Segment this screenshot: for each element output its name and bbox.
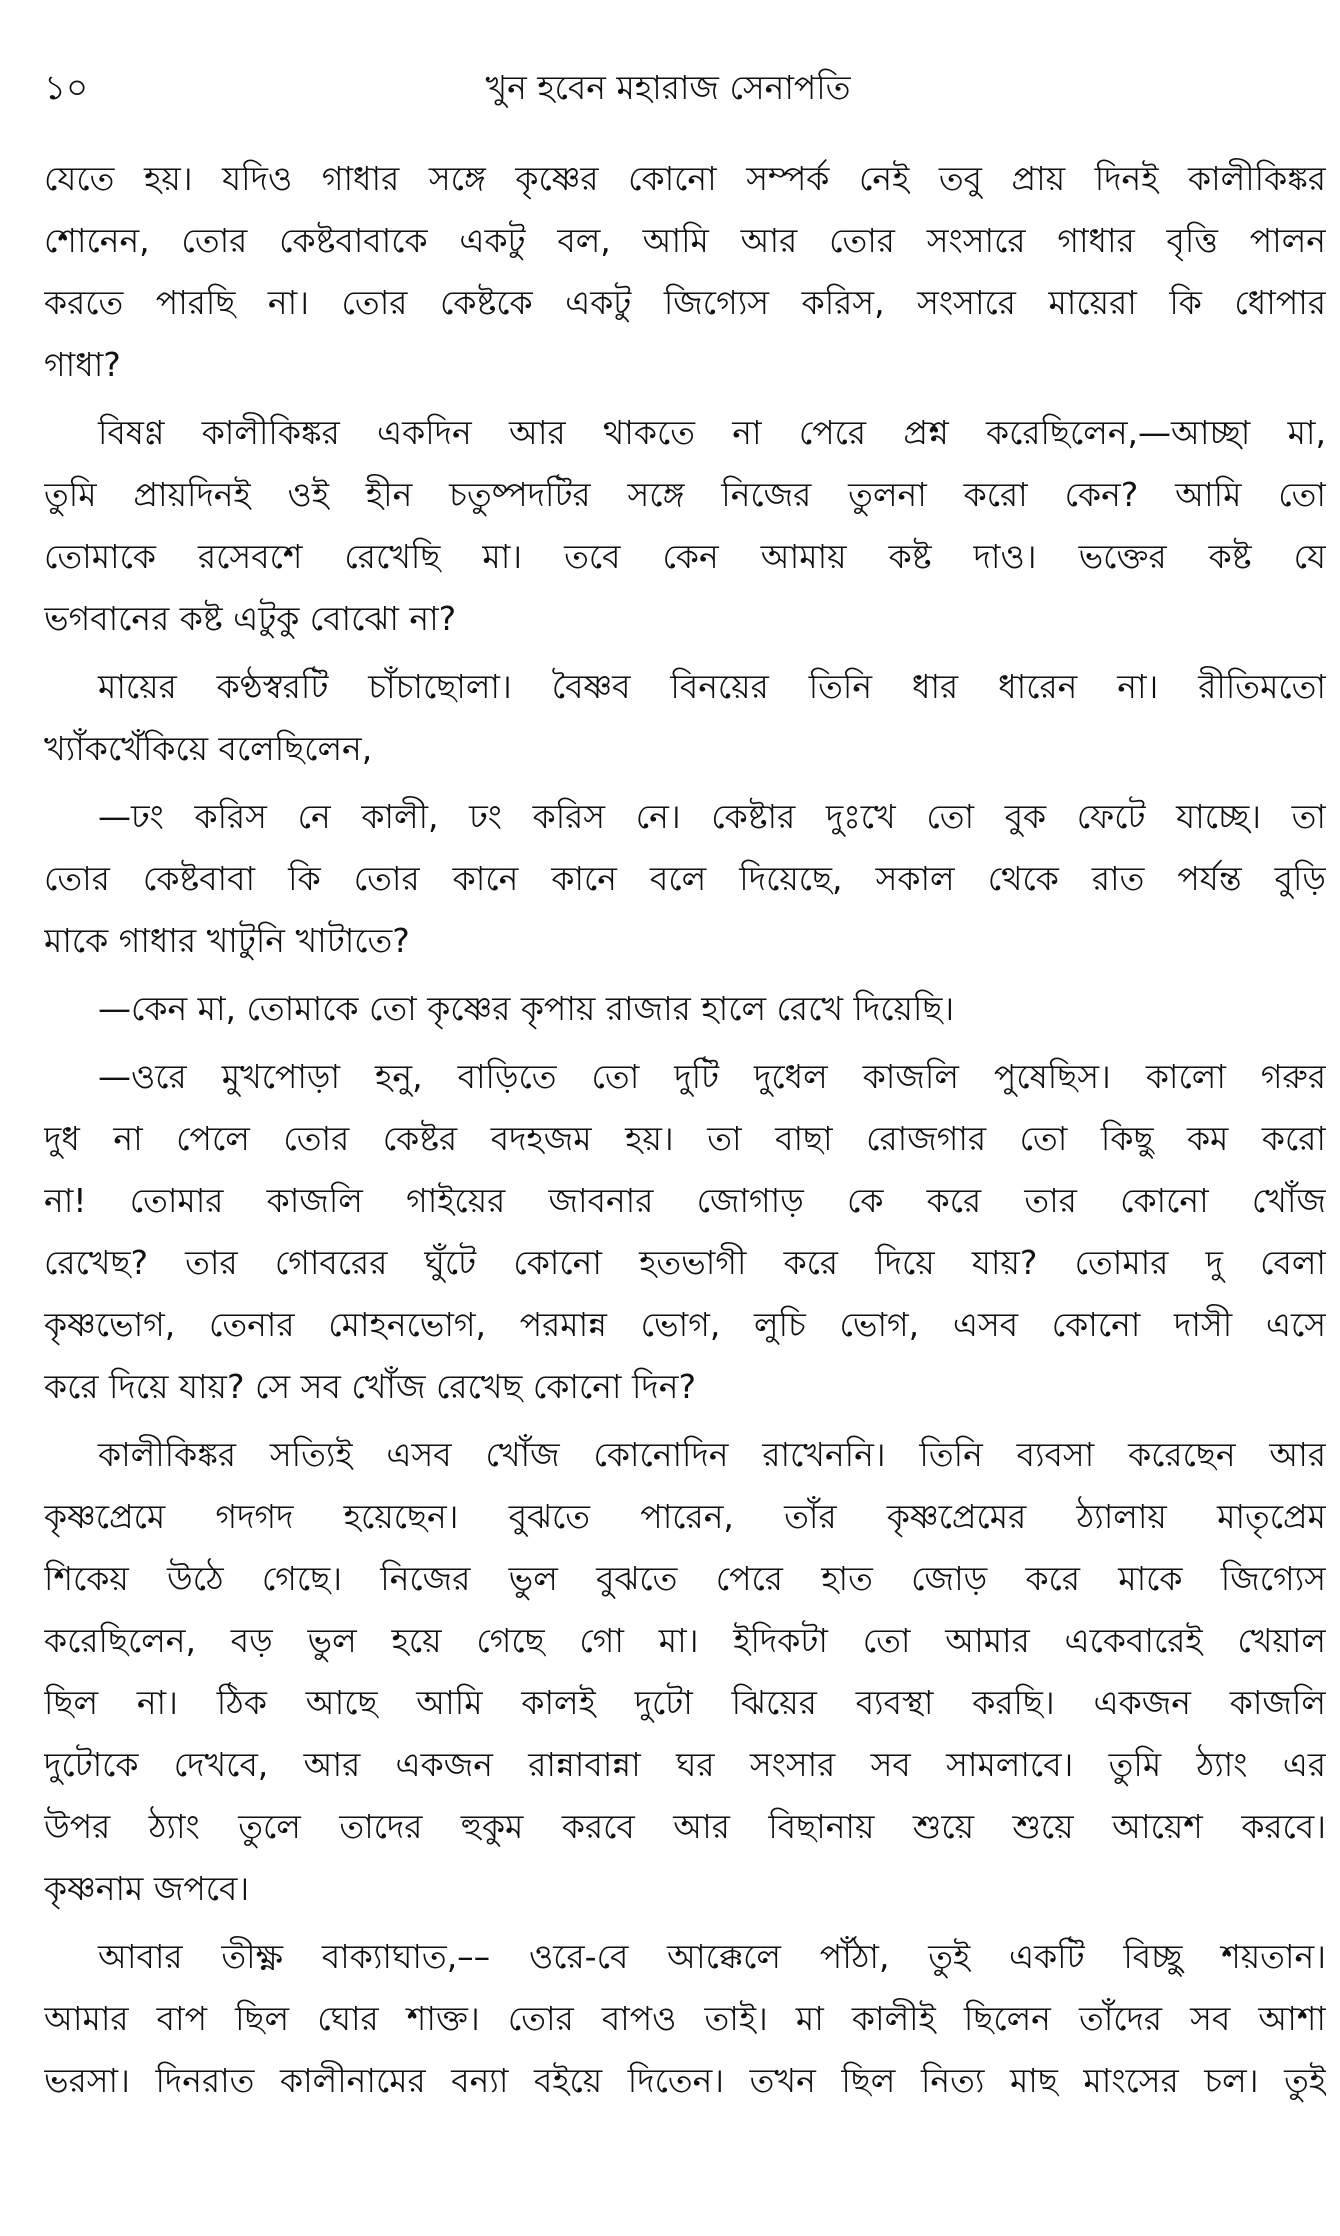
text-line: তুমি প্রায়দিনই ওই হীন চতুষ্পদটির সঙ্গে নিজের তুলনা করো কেন? আমি তো <box>44 475 1326 514</box>
text-line: ভগবানের কষ্ট এটুকু বোঝো না? <box>44 599 457 638</box>
text-line: উপর ঠ্যাং তুলে তাদের হুকুম করবে আর বিছানায় শুয়ে শুয়ে আয়েশ করবে। <box>44 1807 1326 1846</box>
text-line: তোমাকে রসেবশে রেখেছি মা। তবে কেন আমায় কষ্ট দাও। ভক্তের কষ্ট যে <box>44 537 1326 576</box>
body-text <box>44 148 1326 2112</box>
text-line: গাধা? <box>44 345 121 384</box>
dialogue-start: —কেন মা, তোমাকে তো কৃষ্ণের কৃপায় রাজার হালে রেখে দিয়েছি। <box>98 989 955 1028</box>
text-line: দুটোকে দেখবে, আর একজন রান্নাবান্না ঘর সংসার সব সামলাবে। তুমি ঠ্যাং এর <box>44 1745 1326 1784</box>
text-line: কৃষ্ণনাম জপবে। <box>44 1869 250 1908</box>
text-line: শিকেয় উঠে গেছে। নিজের ভুল বুঝতে পেরে হাত জোড় করে মাকে জিগ্যেস <box>44 1559 1326 1598</box>
running-title: খুন হবেন মহারাজ সেনাপতি <box>485 68 851 107</box>
text-line: তোর কেষ্টবাবা কি তোর কানে কানে বলে দিয়েছে, সকাল থেকে রাত পর্যন্ত বুড়ি <box>44 859 1326 898</box>
page-header <box>0 58 1340 118</box>
text-line: দুধ না পেলে তোর কেষ্টর বদহজম হয়। তা বাছা রোজগার তো কিছু কম করো <box>44 1119 1326 1158</box>
text-line: কৃষ্ণপ্রেমে গদগদ হয়েছেন। বুঝতে পারেন, তাঁর কৃষ্ণপ্রেমের ঠ্যালায় মাতৃপ্রেম <box>44 1497 1326 1536</box>
paragraph-start: কালীকিঙ্কর সত্যিই এসব খোঁজ কোনোদিন রাখেননি। তিনি ব্যবসা করেছেন আর <box>98 1435 1326 1474</box>
dialogue-start: —ওরে মুখপোড়া হনু, বাড়িতে তো দুটি দুধেল কাজলি পুষেছিস। কালো গরুর <box>98 1057 1326 1096</box>
text-line: ভরসা। দিনরাত কালীনামের বন্যা বইয়ে দিতেন। তখন ছিল নিত্য মাছ মাংসের চল। তুই <box>44 2061 1326 2100</box>
paragraph-start: আবার তীক্ষ্ণ বাক্যাঘাত,–– ওরে-বে আক্কেলে পাঁঠা, তুই একটি বিচ্ছু শয়তান। <box>98 1937 1326 1976</box>
text-line: শোনেন, তোর কেষ্টবাবাকে একটু বল, আমি আর তোর সংসারে গাধার বৃত্তি পালন <box>44 221 1326 260</box>
text-line: ছিল না। ঠিক আছে আমি কালই দুটো ঝিয়ের ব্যবস্থা করছি। একজন কাজলি <box>44 1683 1326 1722</box>
text-line: কৃষ্ণভোগ, তেনার মোহনভোগ, পরমান্ন ভোগ, লুচি ভোগ, এসব কোনো দাসী এসে <box>44 1305 1326 1344</box>
paragraph-start: বিষণ্ণ কালীকিঙ্কর একদিন আর থাকতে না পেরে প্রশ্ন করেছিলেন,—আচ্ছা মা, <box>98 413 1326 452</box>
text-line: যেতে হয়। যদিও গাধার সঙ্গে কৃষ্ণের কোনো সম্পর্ক নেই তবু প্রায় দিনই কালীকিঙ্কর <box>44 159 1326 198</box>
text-line: না! তোমার কাজলি গাইয়ের জাবনার জোগাড় কে করে তার কোনো খোঁজ <box>44 1181 1326 1220</box>
dialogue-start: —ঢং করিস নে কালী, ঢং করিস নে। কেষ্টার দুঃখে তো বুক ফেটে যাচ্ছে। তা <box>98 797 1326 836</box>
page-number: ১০ <box>44 68 89 108</box>
text-line: রেখেছ? তার গোবরের ঘুঁটে কোনো হতভাগী করে দিয়ে যায়? তোমার দু বেলা <box>44 1243 1326 1282</box>
text-line: করেছিলেন, বড় ভুল হয়ে গেছে গো মা। ইদিকটা তো আমার একেবারেই খেয়াল <box>44 1621 1326 1660</box>
text-line: খ্যাঁকখেঁকিয়ে বলেছিলেন, <box>44 729 373 768</box>
paragraph-start: মায়ের কণ্ঠস্বরটি চাঁচাছোলা। বৈষ্ণব বিনয়ের তিনি ধার ধারেন না। রীতিমতো <box>98 667 1326 706</box>
text-line: করতে পারছি না। তোর কেষ্টকে একটু জিগ্যেস করিস, সংসারে মায়েরা কি ধোপার <box>44 283 1326 322</box>
text-line: করে দিয়ে যায়? সে সব খোঁজ রেখেছ কোনো দিন? <box>44 1367 696 1406</box>
text-line: আমার বাপ ছিল ঘোর শাক্ত। তোর বাপও তাই। মা কালীই ছিলেন তাঁদের সব আশা <box>44 1999 1326 2038</box>
text-line: মাকে গাধার খাটুনি খাটাতে? <box>44 921 410 960</box>
